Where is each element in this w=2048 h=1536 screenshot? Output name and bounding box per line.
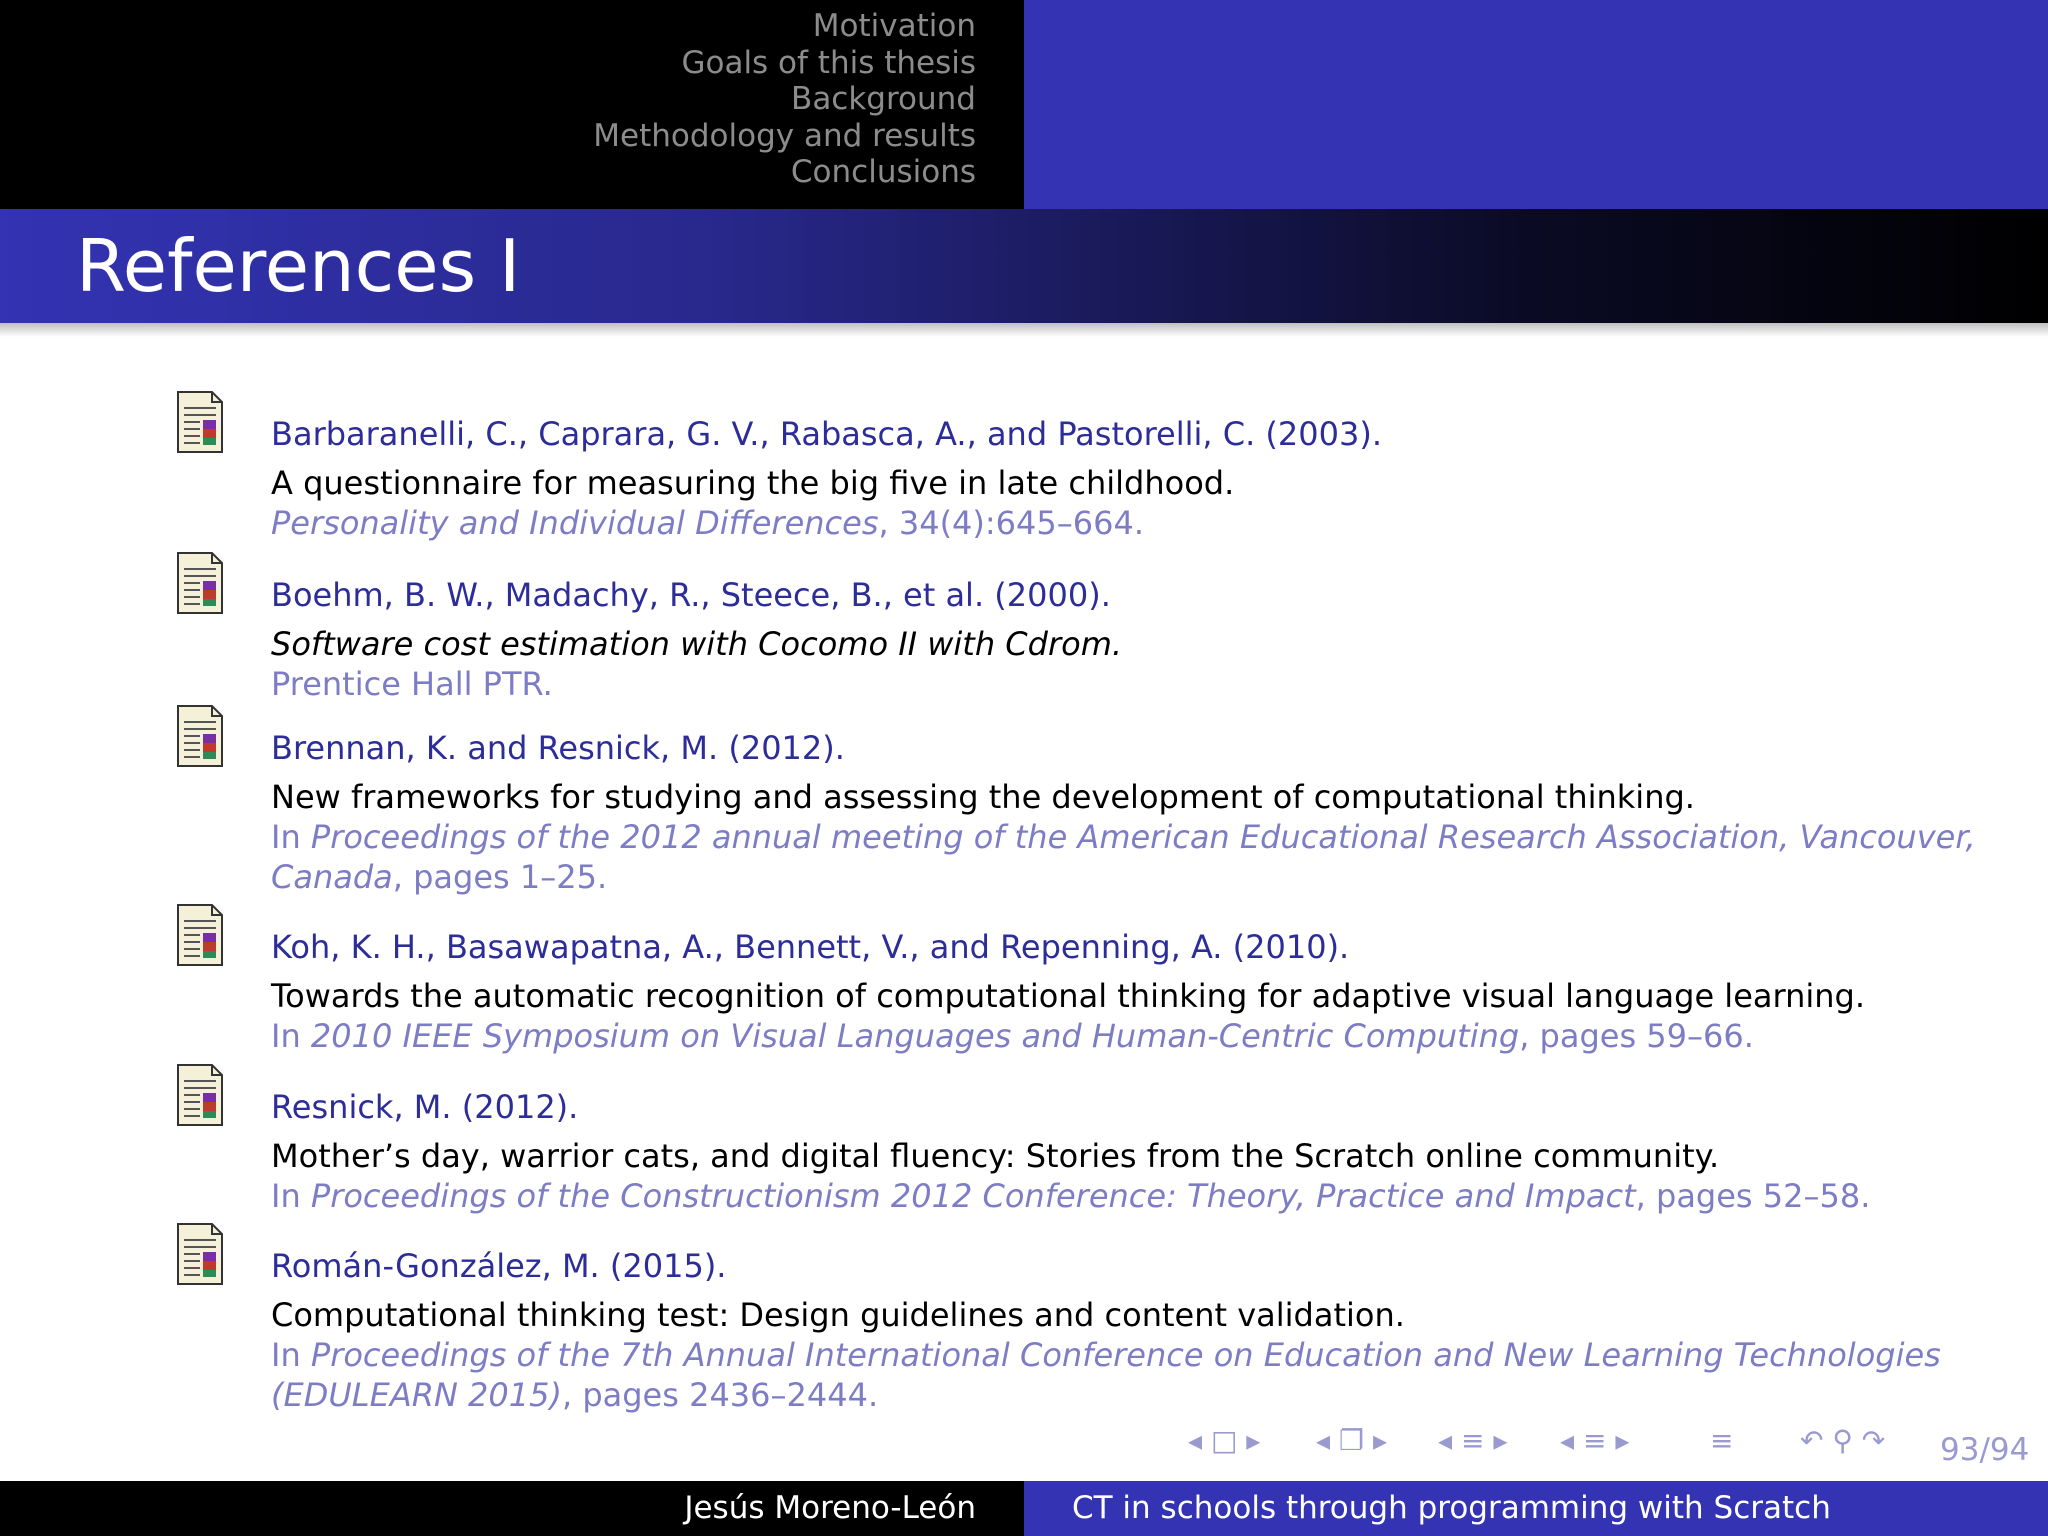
venue-name: Proceedings of the Constructionism 2012 Conference: Theory, Practice and Impact [310,1177,1636,1215]
page-number: 93/94 [1940,1432,2030,1468]
article-icon [176,1063,224,1127]
venue-name: 2010 IEEE Symposium on Visual Languages and Human-Centric Computing [310,1017,1520,1055]
reference-venue-continued [271,857,1921,897]
venue-details: , pages 52–58. [1635,1177,1871,1215]
reference-authors: Román-González, M. (2015). [271,1247,727,1285]
venue-details: , 34(4):645–664. [878,504,1144,542]
article-icon [176,1222,224,1286]
venue-name-continued: Canada [271,858,393,896]
venue-prefix: In [271,1017,311,1055]
reference-title: A questionnaire for measuring the big five in late childhood. [271,464,1235,502]
document-nav-icon[interactable]: ≡ [1710,1424,1734,1457]
reference-title: Computational thinking test: Design guidelines and content validation. [271,1296,1405,1334]
reference-authors: Boehm, B. W., Madachy, R., Steece, B., et al. (2000). [271,576,1111,614]
subsection-list-nav-icon[interactable]: ◂ ≡ ▸ [1560,1424,1630,1457]
navigation-symbols [1188,1424,1908,1464]
venue-details: , pages 59–66. [1519,1017,1754,1055]
article-icon [176,704,224,768]
nav-section-methodology[interactable]: Methodology and results [593,117,976,154]
reference-authors: Barbaranelli, C., Caprara, G. V., Rabasca, A., and Pastorelli, C. (2003). [271,415,1382,453]
venue-pages: , pages 1–25. [392,858,608,896]
nav-section-conclusions[interactable]: Conclusions [790,154,976,190]
reference-authors: Brennan, K. and Resnick, M. (2012). [271,729,845,767]
venue-pages: , pages 2436–2444. [561,1376,879,1414]
reference-venue [271,1176,1921,1216]
reference-venue [271,503,1921,543]
venue-prefix: In [271,1336,311,1374]
footer-author-panel [0,1481,1024,1536]
venue-publisher: Prentice Hall PTR. [271,665,553,703]
subsection-nav-icon[interactable]: ◂ ❐ ▸ [1316,1424,1388,1457]
reference-venue [271,1016,1921,1056]
book-icon [176,551,224,615]
footer-presentation-title: CT in schools through programming with Scratch [1072,1490,1831,1526]
venue-name-continued: (EDULEARN 2015) [271,1376,562,1414]
nav-section-motivation[interactable]: Motivation [812,8,976,44]
reference-title: New frameworks for studying and assessing the development of computational thinking. [271,778,1695,816]
reference-venue-continued [271,1375,1921,1415]
reference-authors: Koh, K. H., Basawapatna, A., Bennett, V., and Repenning, A. (2010). [271,928,1350,966]
back-search-forward-icon[interactable]: ↶ ⚲ ↷ [1800,1424,1886,1457]
reference-title: Software cost estimation with Cocomo II with Cdrom. [271,625,1123,663]
venue-name: Proceedings of the 2012 annual meeting of the American Educational Research Association, Vancouver, [310,818,1976,856]
reference-venue [271,1335,1941,1375]
venue-prefix: In [271,1177,311,1215]
title-bar-shadow [0,323,2048,337]
header-blue-panel [1024,0,2048,209]
frame-title: References I [76,224,521,308]
nav-section-background[interactable]: Background [791,81,976,117]
article-icon [176,903,224,967]
venue-prefix: In [271,818,311,856]
reference-venue [271,664,1921,704]
section-nav-icon[interactable]: ◂ ≡ ▸ [1438,1424,1508,1457]
reference-title: Towards the automatic recognition of computational thinking for adaptive visual language learning. [271,977,1866,1015]
footer-author: Jesús Moreno-León [684,1490,976,1526]
article-icon [176,390,224,454]
venue-name: Personality and Individual Differences [271,504,879,542]
section-navigation [0,8,1024,191]
reference-authors: Resnick, M. (2012). [271,1088,579,1126]
venue-name: Proceedings of the 7th Annual International Conference on Education and New Learning Technologies [310,1336,1941,1374]
reference-venue [271,817,1976,857]
footer-title-panel [1024,1481,2048,1536]
nav-section-goals[interactable]: Goals of this thesis [681,44,976,81]
frame-nav-icon[interactable]: ◂ □ ▸ [1188,1424,1261,1457]
reference-title: Mother’s day, warrior cats, and digital fluency: Stories from the Scratch online community. [271,1137,1720,1175]
